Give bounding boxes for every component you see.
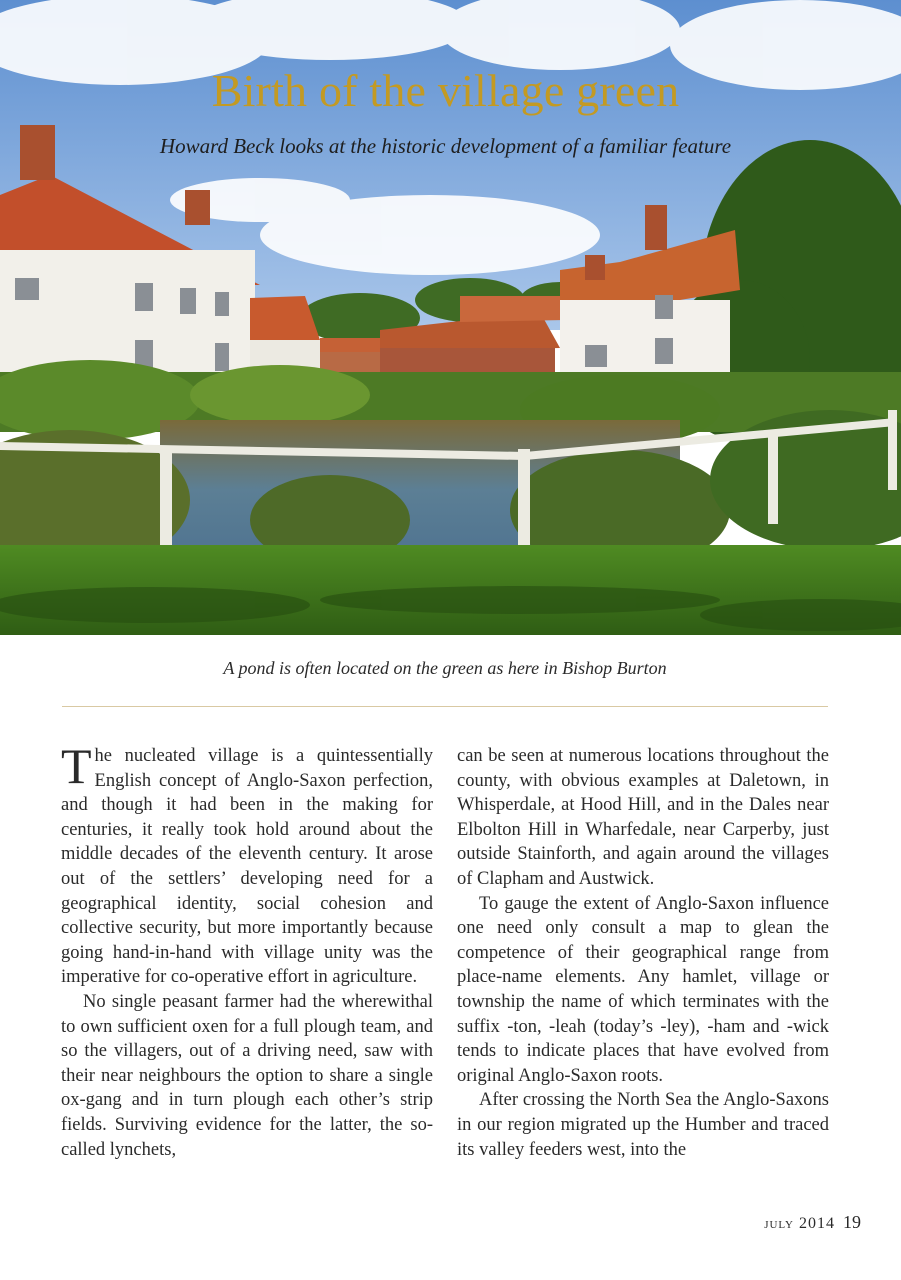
right-column <box>457 744 829 1162</box>
paragraph: No single peasant farmer had the wherewithal to own sufficient oxen for a full plough team, and so the villagers, out of a driving need, saw with their near neighbours the option to share a single ox-gang and in turn plough each other’s strip fields. Surviving evidence for the latter, the so-called lynchets, <box>61 991 433 1160</box>
page-footer <box>764 1212 861 1233</box>
caption-divider <box>62 706 828 707</box>
photo-caption: A pond is often located on the green as here in Bishop Burton <box>223 658 667 678</box>
article-subtitle: Howard Beck looks at the historic development of a familiar feature <box>159 134 732 158</box>
paragraph: After crossing the North Sea the Anglo-Saxons in our region migrated up the Humber and traced its valley feeders west, into the <box>457 1090 829 1160</box>
paragraph-text: he nucleated village is a quintessentially English concept of Anglo-Saxon perfection, and though it had been in the making for centuries, it really took hold around about the middle decades of the eleventh century. It arose out of the settlers’ developing need for a geographical identity, social cohesion and collective security, but more importantly because going hand-in-hand with village unity was the imperative for co-operative effort in agriculture. <box>61 746 433 988</box>
issue-date: july 2014 <box>764 1215 835 1232</box>
paragraph: can be seen at numerous locations throughout the county, with obvious examples at Daletown, in Whisperdale, at Hood Hill, and in the Dales near Elbolton Hill in Wharfedale, near Carperby, just outside Stainforth, and again around the villages of Clapham and Austwick. <box>457 746 829 889</box>
page-number: 19 <box>843 1212 861 1232</box>
drop-cap: T <box>61 738 92 794</box>
article-title: Birth of the village green <box>211 65 680 116</box>
left-column <box>61 738 433 1162</box>
paragraph <box>61 738 433 990</box>
paragraph: To gauge the extent of Anglo-Saxon influence one need only consult a map to glean the competence of their geographical range from place-name elements. Any hamlet, village or township the name of which terminates with the suffix -ton, -leah (today’s -ley), -ham and -wick tends to indicate places that have evolved from original Anglo-Saxon roots. <box>457 893 829 1086</box>
